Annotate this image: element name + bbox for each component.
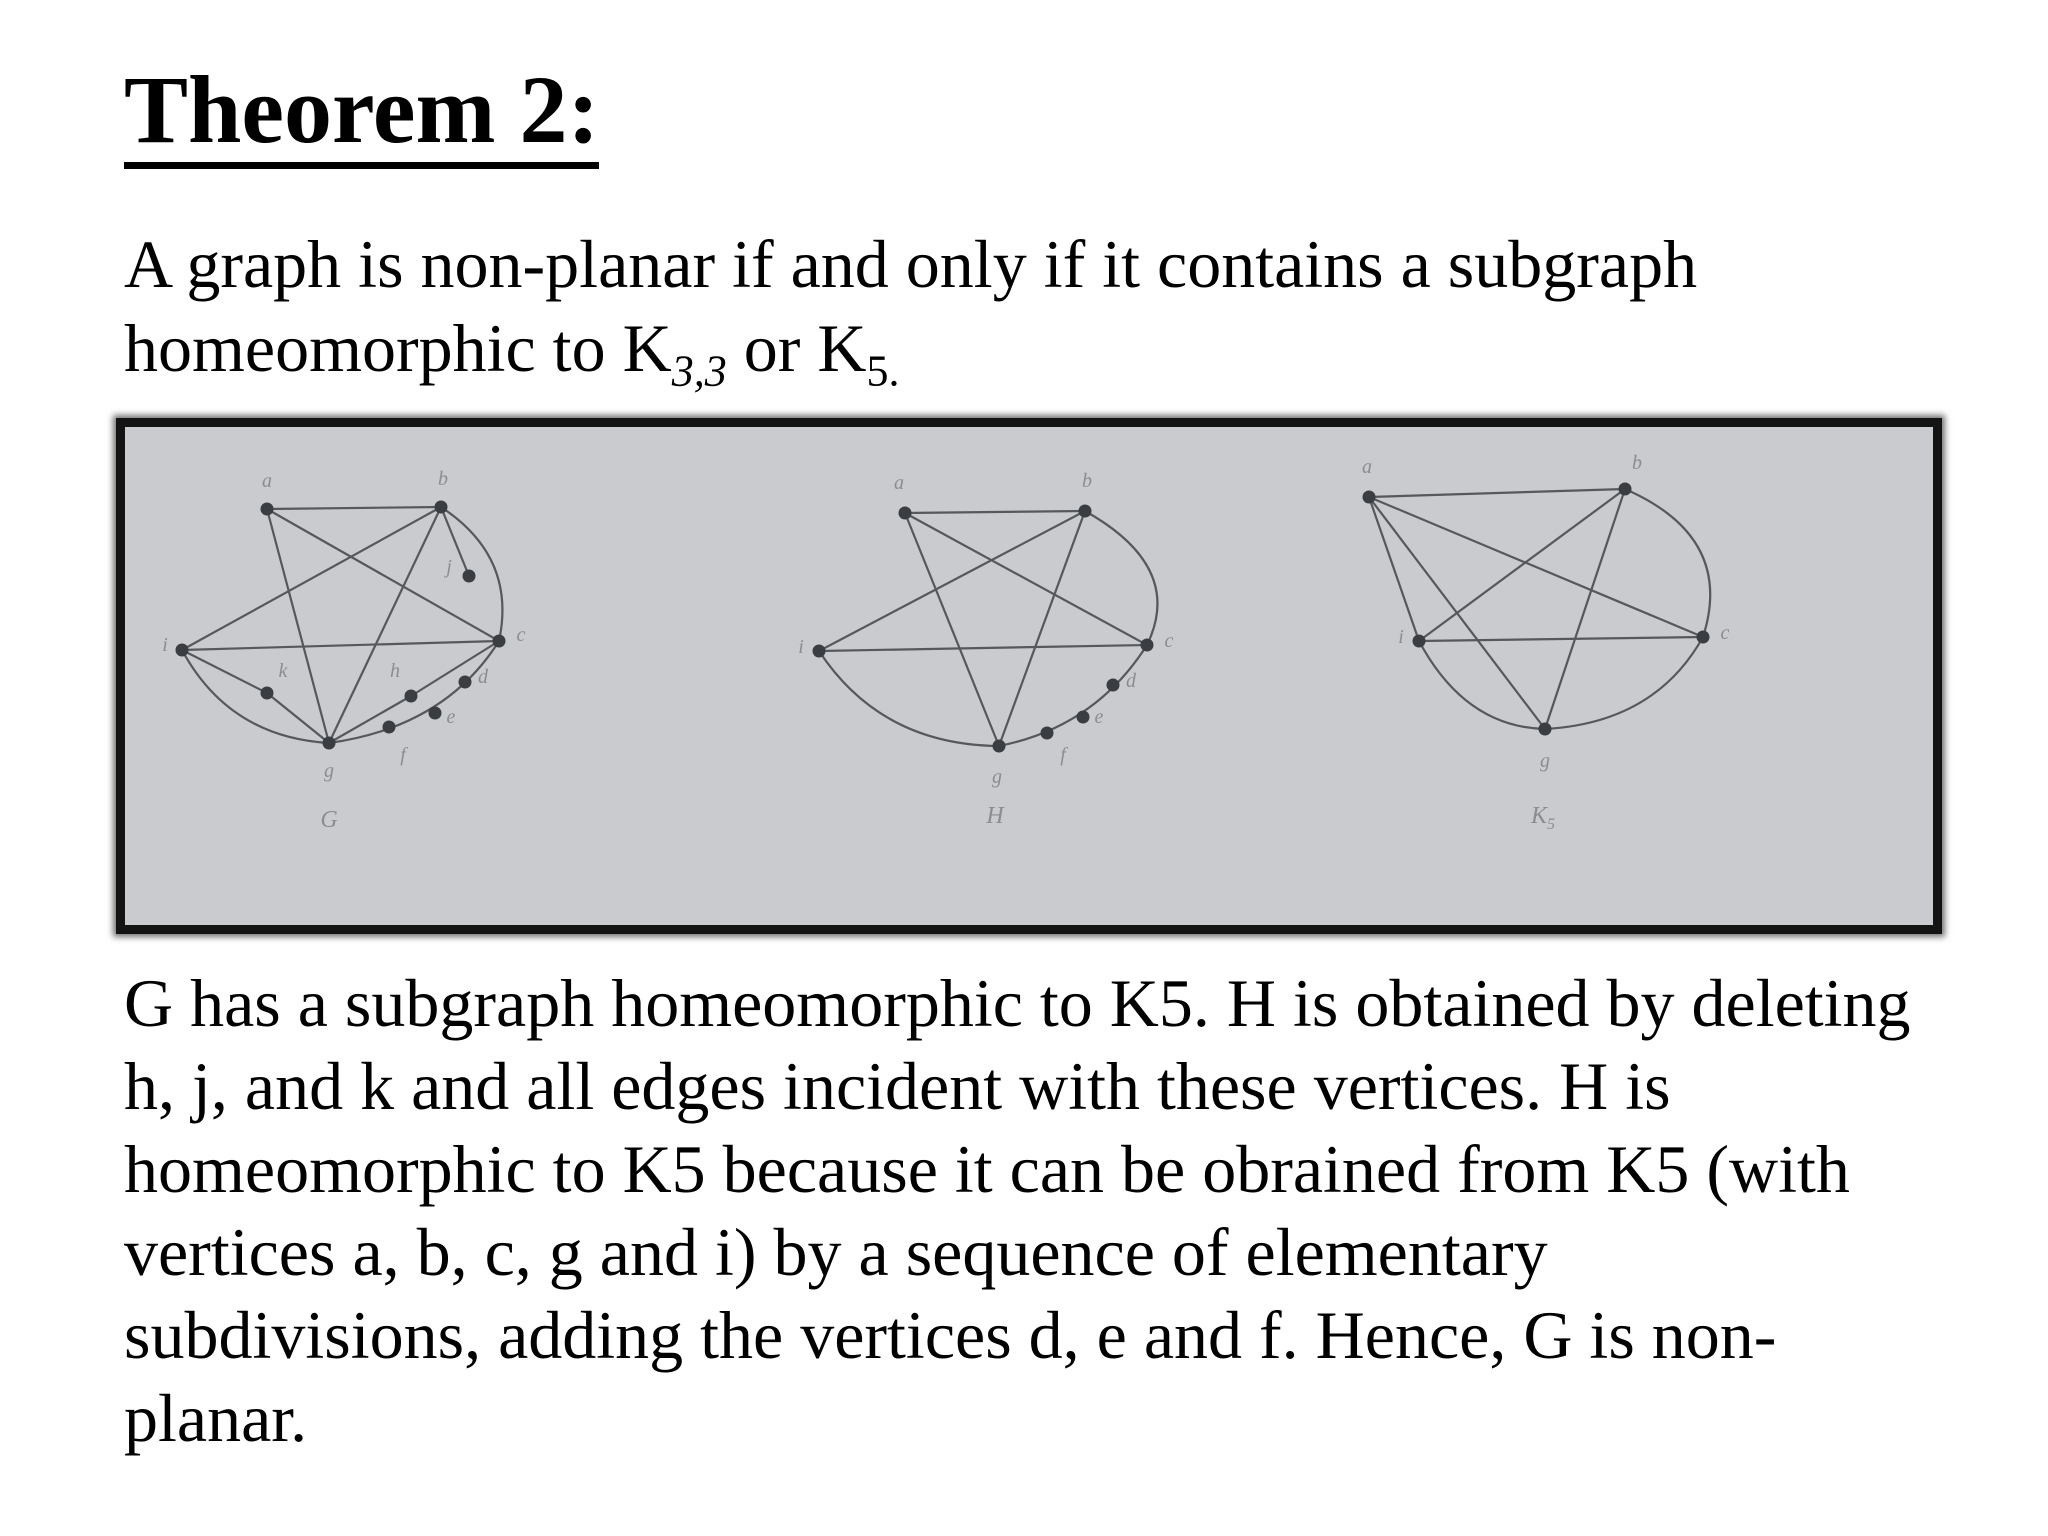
k5-label-i: i bbox=[1398, 626, 1404, 648]
h-vertex-e bbox=[1077, 711, 1090, 724]
h-edge-i-c bbox=[819, 645, 1147, 651]
k5-edge-a-c bbox=[1369, 497, 1703, 637]
body-line-2: h, j, and k and all edges incident with these vertices. H is bbox=[124, 1048, 1671, 1124]
k5-caption: $K_5$ bbox=[1530, 803, 1556, 833]
g-label-j: j bbox=[446, 556, 452, 578]
graph-figure-svg bbox=[125, 427, 1933, 925]
k33-subscript: 3,3 bbox=[671, 346, 727, 396]
g-label-e: e bbox=[446, 706, 456, 728]
h-arc-b-c bbox=[1085, 511, 1157, 645]
theorem-line-1: A graph is non-planar if and only if it contains a subgraph bbox=[124, 226, 1698, 302]
g-label-d: d bbox=[478, 666, 488, 688]
g-vertex-k bbox=[261, 687, 274, 700]
g-edge-b-g bbox=[329, 507, 441, 743]
g-label-f: f bbox=[400, 744, 406, 766]
h-vertex-b bbox=[1079, 505, 1092, 518]
g-vertex-a bbox=[261, 503, 274, 516]
h-label-a: a bbox=[894, 472, 904, 494]
g-edge-b-i bbox=[182, 507, 441, 650]
g-edge-a-g bbox=[267, 509, 329, 743]
k5-vertex-g bbox=[1539, 723, 1552, 736]
h-label-e: e bbox=[1094, 706, 1104, 728]
k5-subscript: 5. bbox=[866, 346, 900, 396]
g-label-h: h bbox=[390, 660, 400, 682]
g-caption: G bbox=[320, 807, 338, 833]
k5-vertex-c bbox=[1697, 631, 1710, 644]
h-vertex-g bbox=[993, 740, 1006, 753]
h-label-b: b bbox=[1082, 470, 1092, 492]
theorem-line-2-text: homeomorphic to K bbox=[124, 310, 672, 386]
g-vertex-h bbox=[405, 690, 418, 703]
body-line-4: vertices a, b, c, g and i) by a sequence of elementary bbox=[124, 1214, 1548, 1290]
h-label-c: c bbox=[1164, 630, 1174, 652]
theorem-line-2-mid: or K bbox=[726, 310, 867, 386]
g-label-i: i bbox=[162, 634, 168, 656]
k5-vertex-b bbox=[1619, 483, 1632, 496]
g-vertex-j bbox=[463, 570, 476, 583]
g-vertex-f bbox=[383, 721, 396, 734]
k5-edge-b-g bbox=[1545, 489, 1625, 729]
h-caption: H bbox=[986, 803, 1004, 829]
g-edge-a-b bbox=[267, 507, 441, 509]
h-edge-a-c bbox=[905, 513, 1147, 645]
k5-edge-b-i bbox=[1419, 489, 1625, 641]
g-label-a: a bbox=[262, 470, 272, 492]
h-label-i: i bbox=[798, 636, 804, 658]
k5-label-c: c bbox=[1720, 622, 1730, 644]
g-vertex-g bbox=[323, 737, 336, 750]
graph-figure bbox=[116, 418, 1942, 934]
h-edge-b-g bbox=[999, 511, 1085, 746]
h-label-f: f bbox=[1060, 744, 1066, 766]
h-vertex-c bbox=[1141, 639, 1154, 652]
g-label-b: b bbox=[438, 468, 448, 490]
k5-edge-a-b bbox=[1369, 489, 1625, 497]
explanation-text bbox=[124, 962, 1984, 1460]
k5-arc-b-c bbox=[1625, 489, 1710, 637]
body-line-3: homeomorphic to K5 because it can be obrained from K5 (with bbox=[124, 1131, 1850, 1207]
slide-title: Theorem 2: bbox=[124, 62, 599, 169]
h-edge-a-b bbox=[905, 511, 1085, 513]
k5-label-a: a bbox=[1362, 456, 1372, 478]
k5-arc-g-c bbox=[1545, 637, 1703, 729]
g-vertex-d bbox=[459, 676, 472, 689]
theorem-line-2 bbox=[124, 306, 1964, 396]
h-vertex-a bbox=[899, 507, 912, 520]
g-label-c: c bbox=[516, 624, 526, 646]
k5-vertex-i bbox=[1413, 635, 1426, 648]
h-vertex-i bbox=[813, 645, 826, 658]
g-vertex-i bbox=[176, 644, 189, 657]
body-line-1: G has a subgraph homeomorphic to K5. H is obtained by deleting bbox=[124, 965, 1911, 1041]
g-vertex-c bbox=[493, 635, 506, 648]
k5-edge-a-i bbox=[1369, 497, 1419, 641]
g-label-k: k bbox=[278, 660, 288, 682]
theorem-statement bbox=[124, 222, 1964, 396]
k5-edge-i-c bbox=[1419, 637, 1703, 641]
h-arc-i-g bbox=[819, 651, 999, 746]
h-label-g: g bbox=[992, 766, 1002, 788]
h-vertex-f bbox=[1041, 727, 1054, 740]
h-arc-g-c bbox=[999, 645, 1147, 746]
body-line-6: planar. bbox=[124, 1380, 308, 1456]
k5-arc-i-g bbox=[1419, 641, 1545, 729]
h-edge-a-g bbox=[905, 513, 999, 746]
k5-label-b: b bbox=[1632, 452, 1642, 474]
h-label-d: d bbox=[1126, 670, 1136, 692]
body-line-5: subdivisions, adding the vertices d, e and f. Hence, G is non- bbox=[124, 1297, 1777, 1373]
k5-label-g: g bbox=[1540, 750, 1550, 772]
g-vertex-b bbox=[435, 501, 448, 514]
h-vertex-d bbox=[1107, 679, 1120, 692]
g-vertex-e bbox=[429, 707, 442, 720]
g-label-g: g bbox=[324, 760, 334, 782]
g-edge-k-g bbox=[267, 693, 329, 743]
k5-vertex-a bbox=[1363, 491, 1376, 504]
g-edge-i-c bbox=[182, 641, 499, 650]
